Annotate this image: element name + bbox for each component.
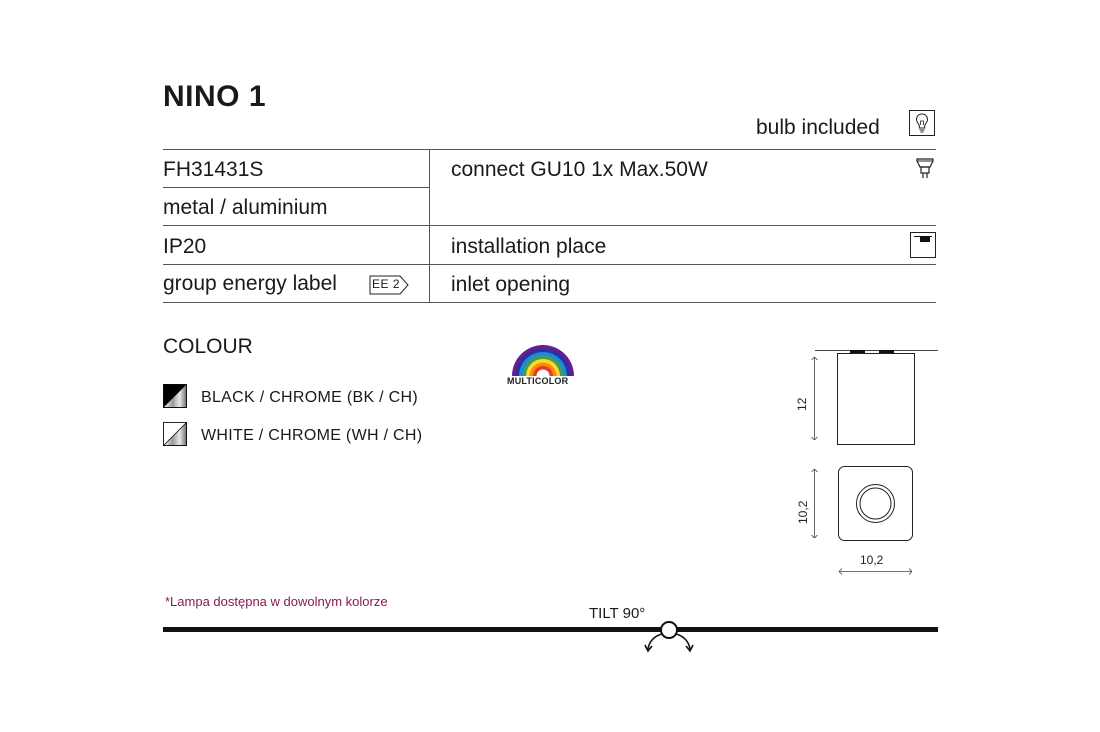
energy-label-text: group energy label xyxy=(163,272,337,295)
table-divider xyxy=(163,187,429,188)
height-dimension: 12 xyxy=(795,397,809,411)
inlet-opening: inlet opening xyxy=(451,273,571,296)
multicolor-label: MULTICOLOR xyxy=(507,376,569,386)
colour-option-label: BLACK / CHROME (BK / CH) xyxy=(201,389,419,406)
ip-rating: IP20 xyxy=(163,235,207,258)
black-chrome-swatch-icon xyxy=(163,384,187,408)
ceiling-mount-icon xyxy=(910,232,936,258)
table-divider xyxy=(163,264,936,265)
energy-badge-icon xyxy=(369,275,409,295)
light-bulb-icon xyxy=(909,110,935,136)
tilt-arrows-icon xyxy=(640,616,700,658)
multicolor-rainbow-icon xyxy=(510,342,576,376)
track-line xyxy=(163,627,938,632)
colour-title: COLOUR xyxy=(163,335,253,358)
white-chrome-swatch-icon xyxy=(163,422,187,446)
gu10-bulb-icon xyxy=(915,157,935,181)
width-dimension: 10,2 xyxy=(860,553,884,567)
colour-option-label: WHITE / CHROME (WH / CH) xyxy=(201,427,423,444)
material: metal / aluminium xyxy=(163,196,328,219)
product-code: FH31431S xyxy=(163,158,264,181)
connect-spec: connect GU10 1x Max.50W xyxy=(451,158,708,181)
dimension-drawing xyxy=(790,345,940,585)
table-column-divider xyxy=(429,149,430,302)
depth-dimension: 10,2 xyxy=(796,500,810,524)
table-divider xyxy=(163,149,936,150)
energy-badge-text: EE 2 xyxy=(372,277,401,291)
table-divider xyxy=(163,302,936,303)
table-divider xyxy=(163,225,936,226)
availability-note: *Lampa dostępna w dowolnym kolorze xyxy=(165,594,388,609)
product-title: NINO 1 xyxy=(163,80,267,113)
tilt-label: TILT 90° xyxy=(589,605,646,622)
installation-place: installation place xyxy=(451,235,607,258)
bulb-included-label: bulb included xyxy=(756,116,880,139)
